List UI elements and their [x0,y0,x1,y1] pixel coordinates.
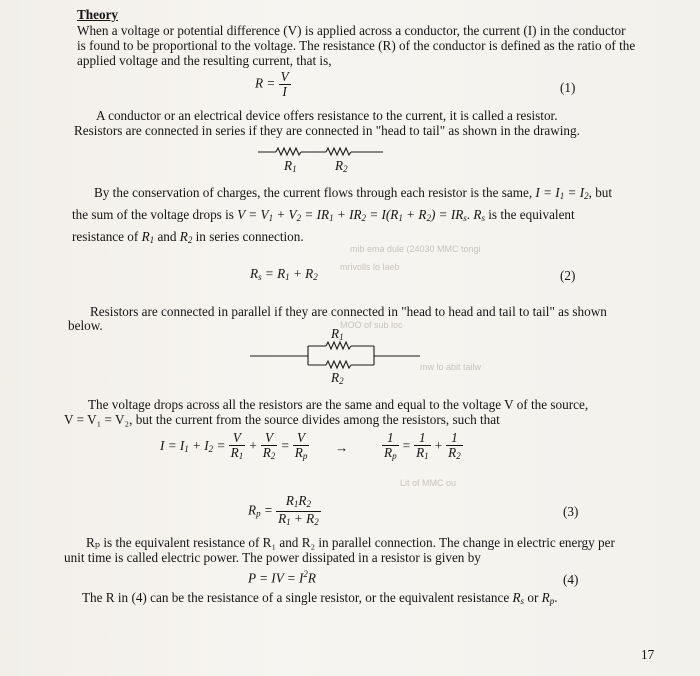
page-number: 17 [641,647,655,662]
bleed-through-text: Lit of MMC ou [400,478,457,488]
paragraph-line: The voltage drops across all the resistors are the same and equal to the voltage V of the source, [88,397,589,412]
paragraph-line: below. [68,318,103,333]
paragraph-line: The R in (4) can be the resistance of a single resistor, or the equivalent resistance $R_s$ or $R_p$. [82,590,558,606]
equation-2: $R_s = R_1 + R_2$ [250,266,318,282]
arrow-symbol: → [335,440,349,455]
equation-4: P = IV = $I^2R$ [248,569,316,586]
parallel-label-r1: $R_1$ [331,326,344,342]
paragraph-line: applied voltage and the resulting current, that is, [77,53,332,68]
equation-parallel-current: $I = I_1 + I_2$ = $\frac{V}{R_1}$ + $\frac{V}{R_2}$ = $\frac{V}{R_p}$ [160,430,308,461]
bleed-through-text: MOO of sub loc [340,320,403,330]
equation-parallel-reciprocal: $\frac{1}{R_p}$ = $\frac{1}{R_1}$ + $\frac{1}{R_2}$ [384,430,461,461]
parallel-label-r2: $R_2$ [331,370,344,386]
paragraph-line: Resistors are connected in parallel if they are connected in "head to head and tail to tail" as shown [90,304,607,319]
paragraph-line: is found to be proportional to the voltage. The resistance (R) of the conductor is defined as the ratio of the [77,38,636,53]
paragraph-line: When a voltage or potential difference (V) is applied across a conductor, the current (I) in the conductor [77,23,626,38]
paragraph-line: the sum of the voltage drops is $V = V_1 + V_2 = IR_1 + IR_2 = I(R_1 + R_2) = IR_s$. $R_s$ is the equivalent [72,207,575,223]
bleed-through-text: mrivolls lo laeb [340,262,400,272]
equation-3: $R_p$ = $\frac{R_1R_2}{R_1 + R_2}$ [248,493,319,527]
bleed-through-text: mib ema dule (24030 MMC tongi [350,244,481,254]
paragraph-line: unit time is called electric power. The power dissipated in a resistor is given by [64,550,481,565]
paragraph-line: Rₚ is the equivalent resistance of R₁ and R₂ in parallel connection. The change in electric energy per [86,535,615,550]
equation-number: (2) [560,268,576,283]
bleed-through-text: mw lo abit tailw [420,362,482,372]
equation-number: (4) [563,572,579,587]
paragraph-line: Resistors are connected in series if they are connected in "head to tail" as shown in the drawing. [74,123,580,138]
paragraph-line: resistance of $R_1$ and $R_2$ in series connection. [72,229,304,245]
equation-number: (3) [563,504,579,519]
paragraph-line: A conductor or an electrical device offers resistance to the current, it is called a resistor. [96,108,558,123]
section-heading: Theory [77,7,119,22]
equation-number: (1) [560,80,576,95]
paragraph-line: By the conservation of charges, the current flows through each resistor is the same, $I = I_1 = I_2$, but [94,185,613,201]
paragraph-line: V = V₁ = V₂, but the current from the source divides among the resistors, such that [64,412,500,427]
series-label-r1: $R_1$ [284,158,297,174]
series-label-r2: $R_2$ [335,158,348,174]
equation-1: R = $\frac{V}{I}$ [255,69,289,99]
